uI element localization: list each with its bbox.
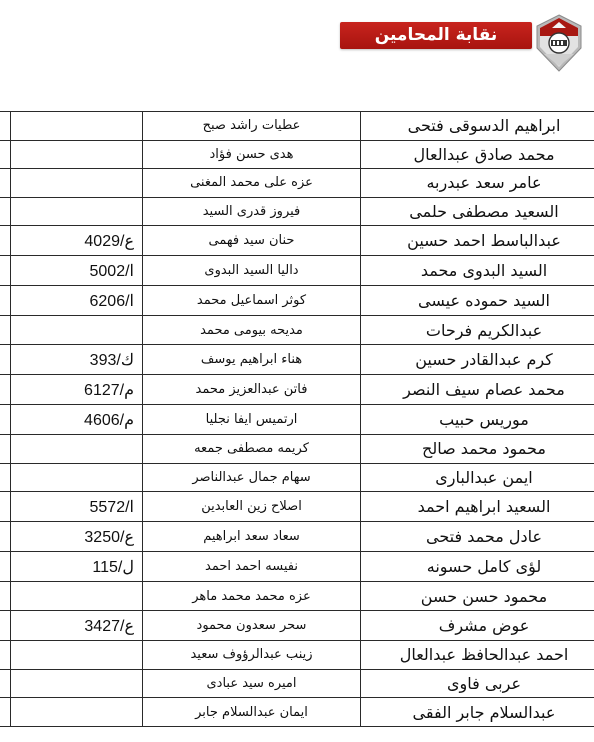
spouse-name-cell: ايمان عبدالسلام جابر <box>143 698 361 727</box>
edge-cell <box>0 463 11 492</box>
spouse-name-cell: كوثر اسماعيل محمد <box>143 286 361 316</box>
spouse-name-cell: نفيسه احمد احمد <box>143 552 361 582</box>
table-row <box>0 112 594 141</box>
table-row <box>0 375 594 405</box>
edge-cell <box>0 345 11 375</box>
edge-cell <box>0 492 11 522</box>
spouse-name-cell: مديحه بيومى محمد <box>143 316 361 345</box>
edge-cell <box>0 140 11 169</box>
registration-number: 3250/ع <box>84 528 134 546</box>
table-row <box>0 698 594 727</box>
spouse-name-cell: هدى حسن فؤاد <box>143 140 361 169</box>
spouse-name-cell: هناء ابراهيم يوسف <box>143 345 361 375</box>
name-cell: السعيد مصطفى حلمى <box>361 197 594 226</box>
lawyers-syndicate-shield-icon <box>536 14 582 72</box>
registration-number-cell <box>11 405 143 435</box>
registration-number: 393/ك <box>89 351 134 369</box>
name-cell: عبدالكريم فرحات <box>361 316 594 345</box>
edge-cell <box>0 286 11 316</box>
table-row <box>0 492 594 522</box>
spouse-name-cell: كريمه مصطفى جمعه <box>143 435 361 464</box>
spouse-name-cell: حنان سيد فهمى <box>143 226 361 256</box>
table-row <box>0 669 594 698</box>
table-row <box>0 405 594 435</box>
name-cell: محمود حسن حسن <box>361 582 594 611</box>
table-row <box>0 552 594 582</box>
edge-cell <box>0 698 11 727</box>
table-row <box>0 286 594 316</box>
table-row <box>0 197 594 226</box>
name-cell: ابراهيم الدسوقى فتحى <box>361 112 594 141</box>
registration-number: 6127/م <box>84 381 134 399</box>
table-row <box>0 582 594 611</box>
spouse-name-cell: سهام جمال عبدالناصر <box>143 463 361 492</box>
registration-number: 4606/م <box>84 411 134 429</box>
registration-number-cell <box>11 169 143 198</box>
registration-number-cell <box>11 316 143 345</box>
name-cell: عبدالسلام جابر الفقى <box>361 698 594 727</box>
name-cell: احمد عبدالحافظ عبدالعال <box>361 641 594 670</box>
name-cell: عربى فاوى <box>361 669 594 698</box>
registration-number-cell <box>11 435 143 464</box>
edge-cell <box>0 375 11 405</box>
table-row <box>0 522 594 552</box>
table-row <box>0 226 594 256</box>
edge-cell <box>0 112 11 141</box>
name-cell: السعيد ابراهيم احمد <box>361 492 594 522</box>
registration-number-cell <box>11 345 143 375</box>
edge-cell <box>0 256 11 286</box>
name-cell: عادل محمد فتحى <box>361 522 594 552</box>
table-row <box>0 169 594 198</box>
registration-number-cell <box>11 140 143 169</box>
spouse-name-cell: فاتن عبدالعزيز محمد <box>143 375 361 405</box>
spouse-name-cell: اميره سيد عبادى <box>143 669 361 698</box>
edge-cell <box>0 435 11 464</box>
registration-number-cell <box>11 698 143 727</box>
spouse-name-cell: داليا السيد البدوى <box>143 256 361 286</box>
edge-cell <box>0 552 11 582</box>
edge-cell <box>0 226 11 256</box>
table-row <box>0 463 594 492</box>
registration-number-cell <box>11 641 143 670</box>
registration-number: 5572/ا <box>89 498 134 516</box>
table-row <box>0 611 594 641</box>
table-row <box>0 435 594 464</box>
spouse-name-cell: سحر سعدون محمود <box>143 611 361 641</box>
name-cell: عبدالباسط احمد حسين <box>361 226 594 256</box>
page-header <box>0 0 594 85</box>
table-row <box>0 256 594 286</box>
registration-number-cell <box>11 256 143 286</box>
registration-number-cell <box>11 552 143 582</box>
registration-number-cell <box>11 463 143 492</box>
edge-cell <box>0 405 11 435</box>
registration-number-cell <box>11 611 143 641</box>
edge-cell <box>0 316 11 345</box>
name-cell: محمد صادق عبدالعال <box>361 140 594 169</box>
table-row <box>0 345 594 375</box>
registration-number-cell <box>11 375 143 405</box>
spouse-name-cell: فيروز قدرى السيد <box>143 197 361 226</box>
registration-number: 5002/ا <box>89 262 134 280</box>
edge-cell <box>0 611 11 641</box>
names-table <box>0 111 594 727</box>
registration-number-cell <box>11 197 143 226</box>
edge-cell <box>0 169 11 198</box>
edge-cell <box>0 641 11 670</box>
name-cell: كرم عبدالقادر حسين <box>361 345 594 375</box>
registration-number-cell <box>11 582 143 611</box>
spouse-name-cell: سعاد سعد ابراهيم <box>143 522 361 552</box>
edge-cell <box>0 522 11 552</box>
syndicate-title-banner: نقابة المحامين المصرية <box>340 22 532 49</box>
edge-cell <box>0 582 11 611</box>
registration-number: 115/ل <box>92 558 134 576</box>
name-cell: ايمن عبدالبارى <box>361 463 594 492</box>
registration-number-cell <box>11 522 143 552</box>
name-cell: محمد عصام سيف النصر <box>361 375 594 405</box>
spouse-name-cell: عزه محمد محمد ماهر <box>143 582 361 611</box>
spouse-name-cell: عزه على محمد المغنى <box>143 169 361 198</box>
spouse-name-cell: ارتميس ايفا نجليا <box>143 405 361 435</box>
name-cell: عامر سعد عبدربه <box>361 169 594 198</box>
registration-number-cell <box>11 492 143 522</box>
registration-number: 3427/ع <box>84 617 134 635</box>
name-cell: السيد البدوى محمد <box>361 256 594 286</box>
registration-number: 4029/ع <box>84 232 134 250</box>
table-row <box>0 140 594 169</box>
registration-number-cell <box>11 286 143 316</box>
table-row <box>0 316 594 345</box>
registration-number-cell <box>11 112 143 141</box>
spouse-name-cell: عطيات راشد صبح <box>143 112 361 141</box>
table-row <box>0 641 594 670</box>
registration-number-cell <box>11 226 143 256</box>
name-cell: عوض مشرف <box>361 611 594 641</box>
edge-cell <box>0 197 11 226</box>
registration-number-cell <box>11 669 143 698</box>
spouse-name-cell: زينب عبدالرؤوف سعيد <box>143 641 361 670</box>
name-cell: السيد حموده عيسى <box>361 286 594 316</box>
edge-cell <box>0 669 11 698</box>
name-cell: محمود محمد صالح <box>361 435 594 464</box>
spouse-name-cell: اصلاح زين العابدين <box>143 492 361 522</box>
name-cell: موريس حبيب <box>361 405 594 435</box>
registration-number: 6206/ا <box>89 292 134 310</box>
name-cell: لؤى كامل حسونه <box>361 552 594 582</box>
